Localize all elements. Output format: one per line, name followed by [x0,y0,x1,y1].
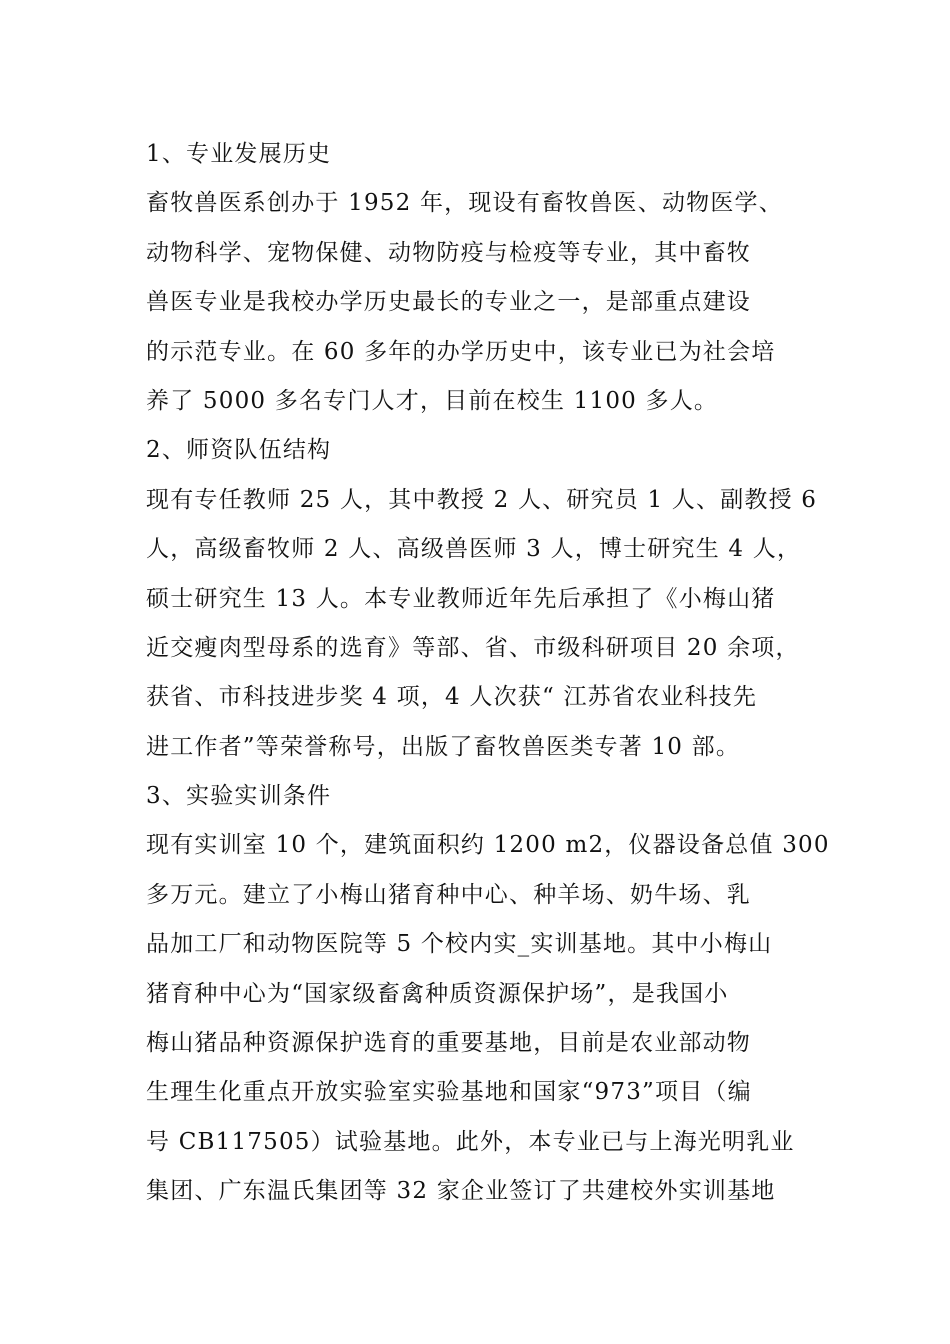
paragraph-line: 现有专任教师 25 人，其中教授 2 人、研究员 1 人、副教授 6 [146,486,818,513]
paragraph-line: 人，高级畜牧师 2 人、高级兽医师 3 人，博士研究生 4 人， [146,536,802,563]
paragraph-line: 现有实训室 10 个，建筑面积约 1200 m2，仪器设备总值 300 [146,832,830,859]
paragraph-line: 获省、市科技进步奖 4 项，4 人次获“ 江苏省农业科技先 [146,684,758,711]
paragraph-line: 品加工厂和动物医院等 5 个校内实_实训基地。其中小梅山 [146,931,773,958]
heading-development-history: 1、专业发展历史 [146,141,332,167]
paragraph-line: 号 CB117505）试验基地。此外，本专业已与上海光明乳业 [146,1128,795,1155]
paragraph-line: 兽医专业是我校办学历史最长的专业之一，是部重点建设 [146,289,751,316]
paragraph-line: 动物科学、宠物保健、动物防疫与检疫等专业，其中畜牧 [146,239,751,266]
heading-training-conditions: 3、实验实训条件 [146,783,332,810]
paragraph-line: 近交瘦肉型母系的选育》等部、省、市级科研项目 20 余项， [146,634,800,661]
paragraph-line: 畜牧兽医系创办于 1952 年，现设有畜牧兽医、动物医学、 [146,190,783,217]
paragraph-line: 养了 5000 多名专门人才，目前在校生 1100 多人。 [146,387,719,414]
paragraph-line: 梅山猪品种资源保护选育的重要基地，目前是农业部动物 [146,1030,751,1057]
paragraph-line: 集团、广东温氏集团等 32 家企业签订了共建校外实训基地 [146,1178,776,1205]
document-body [146,130,830,1217]
paragraph-line: 进工作者”等荣誉称号，出版了畜牧兽医类专著 10 部。 [146,733,741,760]
paragraph-line: 生理生化重点开放实验室实验基地和国家“973”项目（编 [146,1079,752,1106]
heading-faculty-structure: 2、师资队伍结构 [146,437,332,464]
paragraph-line: 多万元。建立了小梅山猪育种中心、种羊场、奶牛场、乳 [146,881,751,908]
paragraph-line: 的示范专业。在 60 多年的办学历史中，该专业已为社会培 [146,338,776,365]
paragraph-line: 猪育种中心为“国家级畜禽种质资源保护场”，是我国小 [146,980,729,1007]
paragraph-line: 硕士研究生 13 人。本专业教师近年先后承担了《小梅山猪 [146,585,776,612]
